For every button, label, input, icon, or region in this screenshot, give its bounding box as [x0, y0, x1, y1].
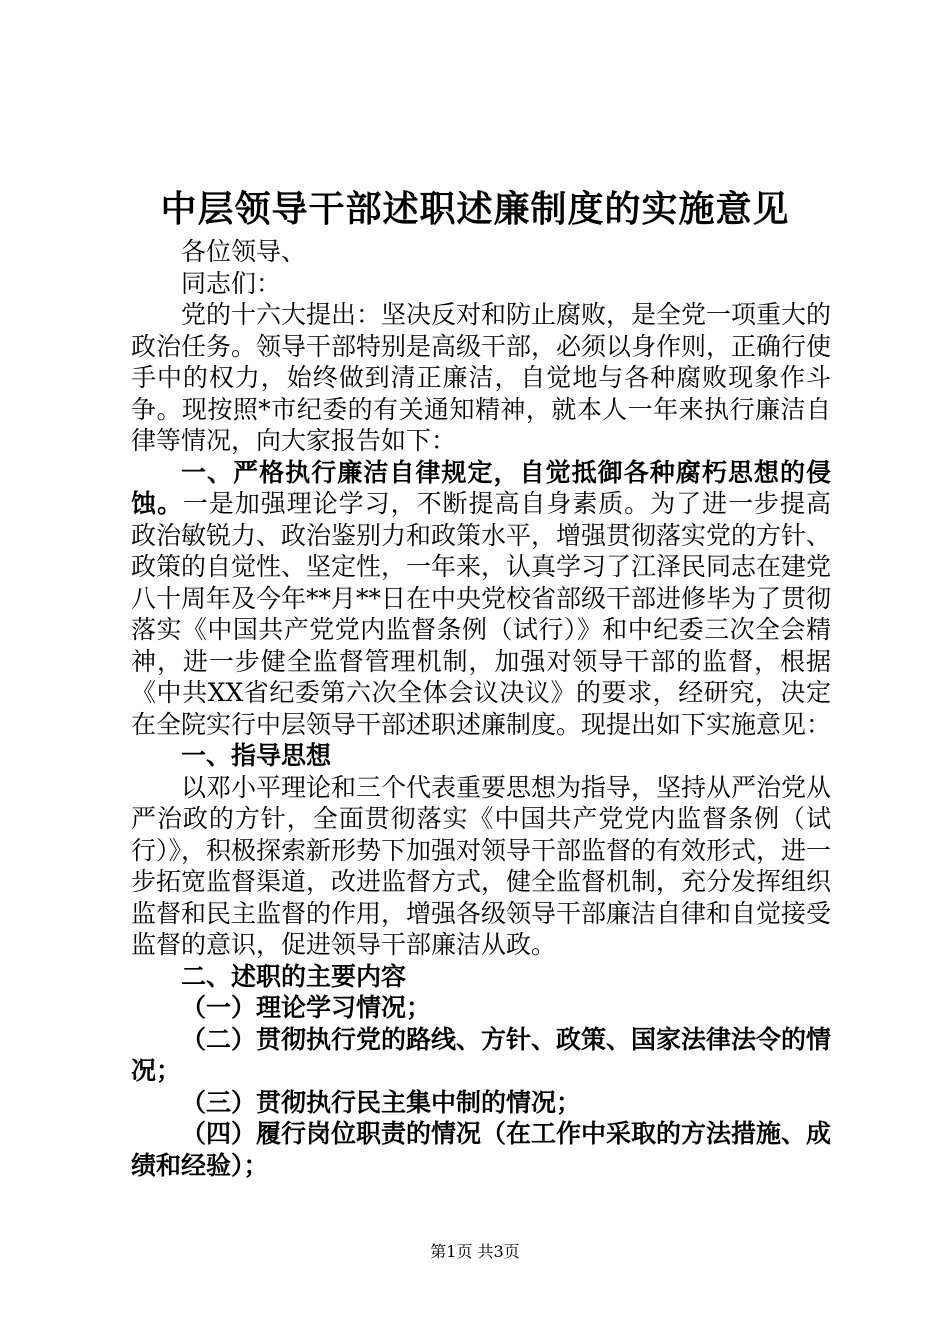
- intro-paragraph: 党的十六大提出：坚决反对和防止腐败，是全党一项重大的政治任务。领导干部特别是高级干部，必须以身作则，正确行使手中的权力，始终做到清正廉洁，自觉地与各种腐败现象作斗争。现按照*市纪委的有关通知精神，就本人一年来执行廉洁自律等情况，向大家报告如下：: [131, 300, 832, 455]
- list-item-3: （三）贯彻执行民主集中制的情况；: [181, 1087, 582, 1117]
- document-body: [131, 236, 831, 1181]
- list-item-1: （一）理论学习情况；: [181, 993, 432, 1022]
- heading-main-content: 二、述职的主要内容: [181, 961, 407, 991]
- section-1-text: 一是加强理论学习，不断提高自身素质。为了进一步提高政治敏锐力、政治鉴别力和政策水平，增强贯彻落实党的方针、政策的自觉性、坚定性，一年来，认真学习了江泽民同志在建党八十周年及今年**月**日在中央党校省部级干部进修毕为了贯彻落实《中国共产党党内监督条例（试行）》和中纪委三次全会精神，进一步健全监督管理机制，加强对领导干部的监督，根据《中共XX省纪委第六次全体会议决议》的要求，经研究，决定在全院实行中层领导干部述职述廉制度。现提出如下实施意见：: [131, 489, 832, 739]
- list-item-2: （二）贯彻执行党的路线、方针、政策、国家法律法令的情况；: [131, 1024, 832, 1085]
- document-title: 中层领导干部述职述廉制度的实施意见: [160, 188, 790, 230]
- section-1-heading: 一、严格执行廉洁自律规定，自觉抵御各种腐朽思想的侵蚀。: [131, 457, 831, 518]
- list-item-4: （四）履行岗位职责的情况（在工作中采取的方法措施、成绩和经验）；: [131, 1119, 832, 1180]
- heading-guiding-ideology: 一、指导思想: [181, 741, 332, 770]
- salutation-leaders: 各位领导、: [181, 237, 307, 266]
- salutation-comrades: 同志们：: [181, 268, 282, 298]
- section-1-paragraph: [131, 457, 831, 741]
- page-footer: 第1页 共3页: [430, 1242, 520, 1261]
- guiding-ideology-paragraph: 以邓小平理论和三个代表重要思想为指导，坚持从严治党从严治政的方针，全面贯彻落实《中国共产党党内监督条例（试行）》，积极探索新形势下加强对领导干部监督的有效形式，进一步拓宽监督渠道，改进监督方式，健全监督机制，充分发挥组织监督和民主监督的作用，增强各级领导干部廉洁自律和自觉接受监督的意识，促进领导干部廉洁从政。: [131, 772, 832, 959]
